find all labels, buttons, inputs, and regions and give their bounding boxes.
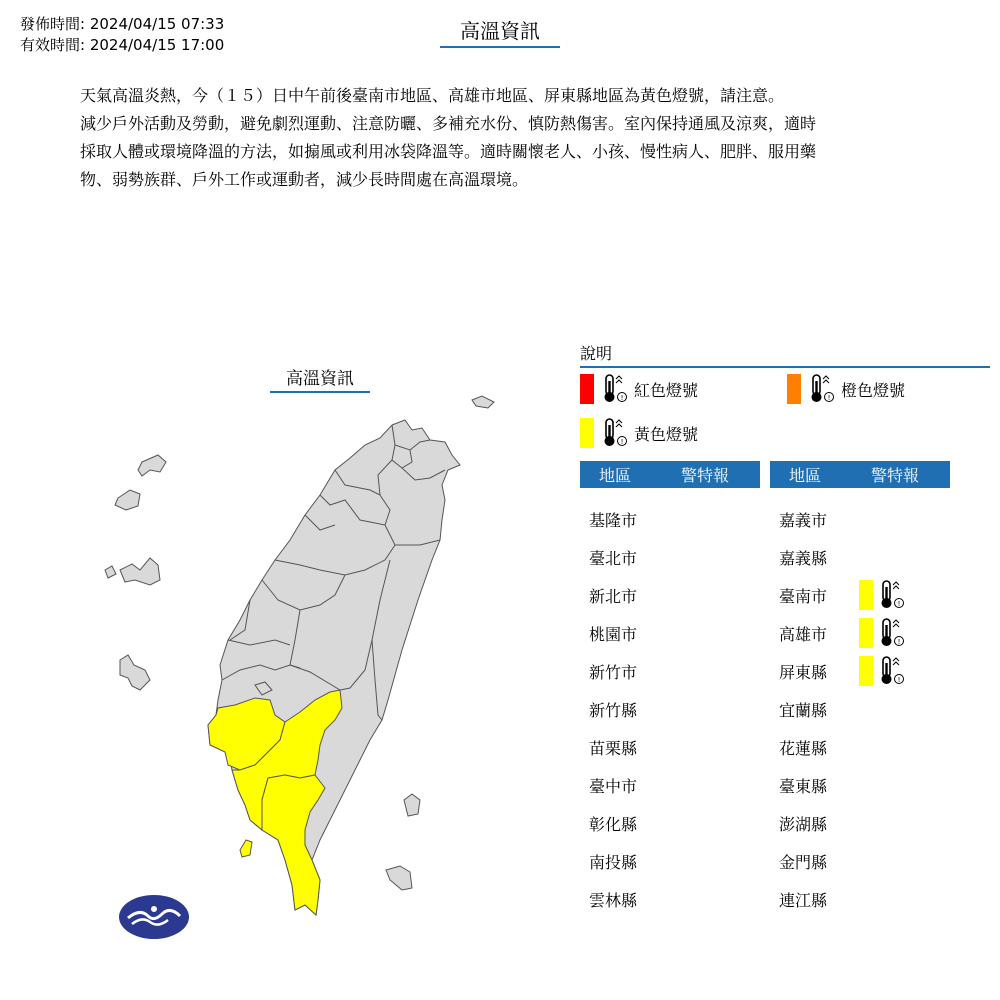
legend-swatch-red xyxy=(580,374,594,404)
region-name: 新竹市 xyxy=(589,662,638,682)
thermometer-icon xyxy=(877,655,905,687)
legend-item-orange xyxy=(787,373,905,405)
svg-text:!: ! xyxy=(897,600,901,608)
header-warning: 警特報 xyxy=(680,466,729,485)
table-row xyxy=(779,500,859,538)
legend-item-yellow xyxy=(580,417,698,449)
region-name: 苗栗縣 xyxy=(589,738,638,758)
table-row xyxy=(589,728,669,766)
thermometer-icon xyxy=(877,617,905,649)
warning-indicator-yellow xyxy=(859,655,905,687)
table-row xyxy=(779,652,905,690)
region-name: 臺中市 xyxy=(589,776,638,796)
svg-text:!: ! xyxy=(620,394,624,402)
legend-label-orange: 橙色燈號 xyxy=(841,380,906,400)
advisory-line: 減少戶外活動及勞動，避免劇烈運動、注意防曬、多補充水份、慎防熱傷害。室內保持通風及涼爽，適時 xyxy=(80,114,817,133)
region-name: 新竹縣 xyxy=(589,700,638,720)
region-name: 屏東縣 xyxy=(779,662,828,682)
island-lanyu xyxy=(386,866,412,890)
svg-text:!: ! xyxy=(827,394,831,402)
island-penghu xyxy=(120,655,150,690)
header-warning: 警特報 xyxy=(870,466,919,485)
region-name: 彰化縣 xyxy=(589,814,638,834)
table-row xyxy=(779,880,859,918)
island-matsu-north xyxy=(138,455,166,476)
legend-title: 說明 xyxy=(580,344,990,368)
region-name: 基隆市 xyxy=(589,510,638,530)
warning-indicator-yellow xyxy=(859,617,905,649)
table-row xyxy=(779,766,859,804)
legend-item-red xyxy=(580,373,698,405)
svg-text:!: ! xyxy=(897,676,901,684)
island-xiaoliuqiu xyxy=(240,840,252,857)
taiwan-map xyxy=(95,355,515,955)
region-name: 臺東縣 xyxy=(779,776,828,796)
region-name: 花蓮縣 xyxy=(779,738,828,758)
thermometer-icon xyxy=(600,373,628,405)
island-greenisland xyxy=(404,794,420,816)
table-row xyxy=(779,538,859,576)
table-row xyxy=(589,538,669,576)
issue-info xyxy=(20,14,224,56)
table-row xyxy=(779,804,859,842)
advisory-text xyxy=(80,82,920,194)
advisory-line: 物、弱勢族群、戶外工作或運動者，減少長時間處在高溫環境。 xyxy=(80,170,529,189)
table-row xyxy=(779,842,859,880)
table-row xyxy=(589,652,669,690)
legend-label-yellow: 黃色燈號 xyxy=(634,424,699,444)
warning-indicator-yellow xyxy=(859,579,905,611)
thermometer-icon xyxy=(877,579,905,611)
cwa-logo-icon xyxy=(118,894,190,940)
legend-label-red: 紅色燈號 xyxy=(634,380,699,400)
region-name: 宜蘭縣 xyxy=(779,700,828,720)
region-name: 高雄市 xyxy=(779,624,828,644)
region-name: 連江縣 xyxy=(779,890,828,910)
table-row xyxy=(779,728,859,766)
table-row xyxy=(589,804,669,842)
island-matsu-south xyxy=(115,490,140,510)
map-title: 高溫資訊 xyxy=(270,368,370,393)
table-row xyxy=(589,766,669,804)
table-row xyxy=(589,690,669,728)
page-title: 高溫資訊 xyxy=(440,18,560,48)
table-header-right xyxy=(770,461,950,488)
header-region: 地區 xyxy=(788,466,821,485)
table-header-left xyxy=(580,461,760,488)
valid-time: 有效時間: 2024/04/15 17:00 xyxy=(20,36,225,54)
warning-swatch xyxy=(859,656,873,686)
thermometer-icon xyxy=(807,373,835,405)
legend-swatch-yellow xyxy=(580,418,594,448)
advisory-line: 採取人體或環境降溫的方法，如搧風或利用冰袋降溫等。適時關懷老人、小孩、慢性病人、肥胖、服用藥 xyxy=(80,142,817,161)
table-row xyxy=(589,500,669,538)
island-pengjiayu xyxy=(472,396,494,408)
published-time: 發佈時間: 2024/04/15 07:33 xyxy=(20,15,225,33)
region-name: 桃園市 xyxy=(589,624,638,644)
thermometer-icon xyxy=(600,417,628,449)
island-kinmen-small xyxy=(105,566,116,578)
advisory-line: 天氣高溫炎熱，今（１５）日中午前後臺南市地區、高雄市地區、屏東縣地區為黃色燈號，請注意。 xyxy=(80,86,785,105)
region-name: 臺北市 xyxy=(589,548,638,568)
table-row xyxy=(589,842,669,880)
region-name: 雲林縣 xyxy=(589,890,638,910)
svg-text:!: ! xyxy=(897,638,901,646)
table-row xyxy=(589,880,669,918)
svg-text:!: ! xyxy=(620,438,624,446)
table-row xyxy=(779,690,859,728)
region-name: 南投縣 xyxy=(589,852,638,872)
region-name: 新北市 xyxy=(589,586,638,606)
table-row xyxy=(779,614,905,652)
region-name: 金門縣 xyxy=(779,852,828,872)
region-name: 澎湖縣 xyxy=(779,814,828,834)
region-name: 嘉義市 xyxy=(779,510,828,530)
warning-swatch xyxy=(859,580,873,610)
table-row xyxy=(779,576,905,614)
region-name: 臺南市 xyxy=(779,586,828,606)
table-row xyxy=(589,614,669,652)
legend-swatch-orange xyxy=(787,374,801,404)
warning-swatch xyxy=(859,618,873,648)
table-row xyxy=(589,576,669,614)
region-name: 嘉義縣 xyxy=(779,548,828,568)
island-kinmen xyxy=(120,558,160,585)
header-region: 地區 xyxy=(598,466,631,485)
